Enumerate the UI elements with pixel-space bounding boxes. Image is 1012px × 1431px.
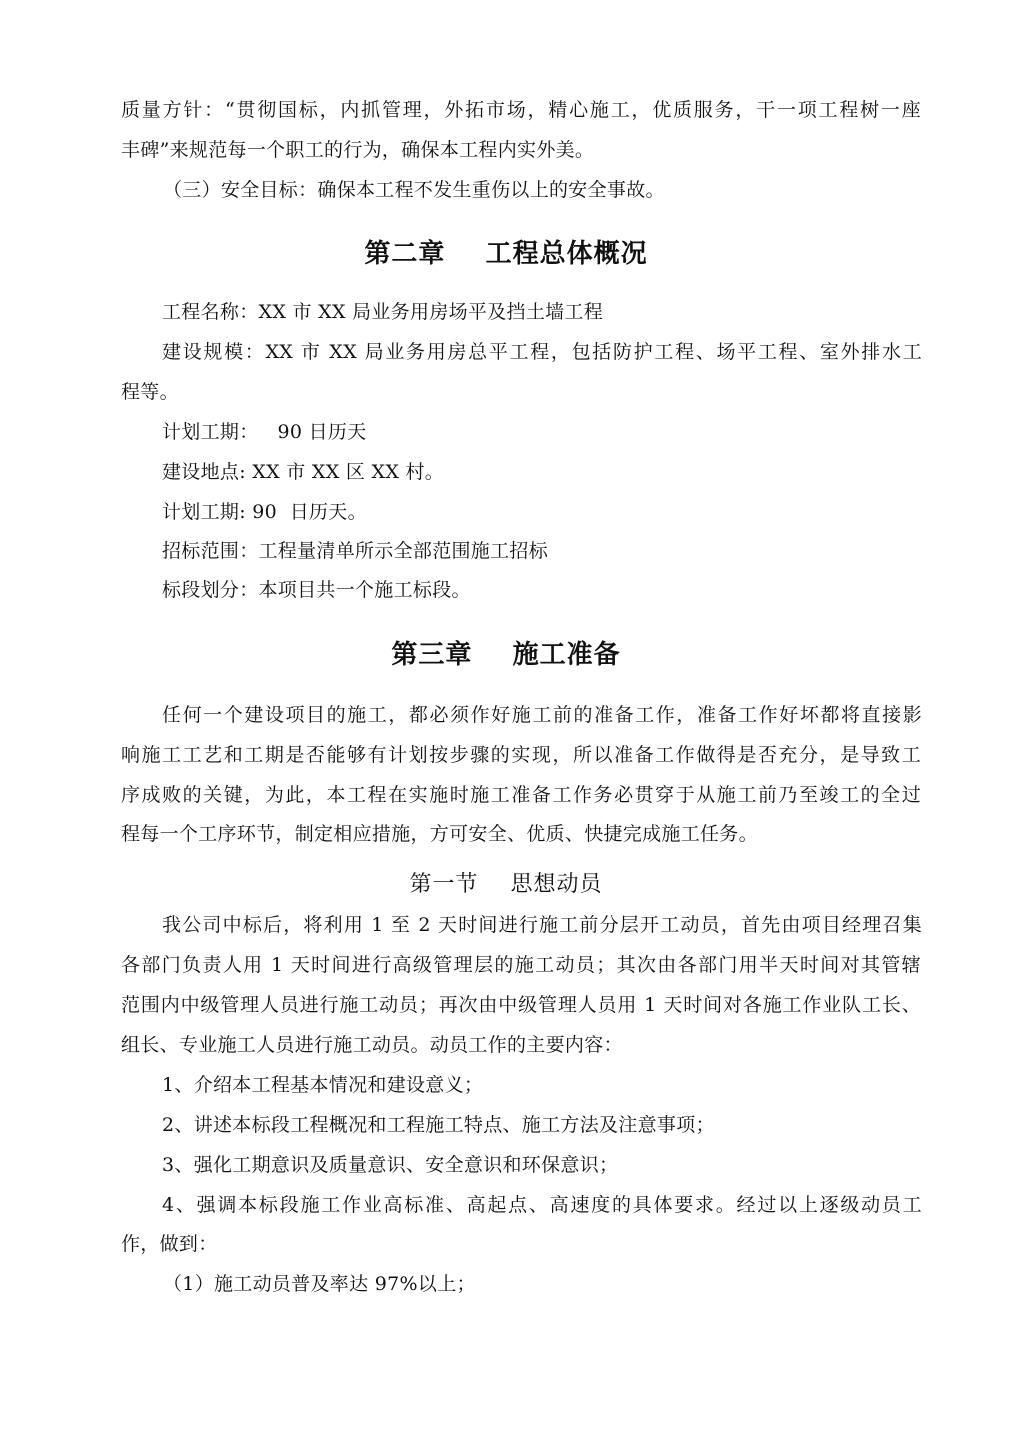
construction-scale-line-2: 程等。 <box>121 381 179 403</box>
chapter-3-title: 第三章 施工准备 <box>391 640 621 670</box>
chapter-3-paragraph-line: 程每一个工序环节，制定相应措施，方可安全、优质、快捷完成施工任务。 <box>121 823 758 845</box>
construction-location: 建设地点: XX 市 XX 区 XX 村。 <box>162 461 445 483</box>
mobilization-item-4-line-1: 4、强调本标段施工作业高标准、高起点、高速度的具体要求。经过以上逐级动员工 <box>162 1194 922 1216</box>
planned-period-1: 计划工期： 90 日历天 <box>162 421 367 443</box>
project-name: 工程名称：XX 市 XX 局业务用房场平及挡土墙工程 <box>162 301 604 323</box>
chapter-3-paragraph-line: 任何一个建设项目的施工，都必须作好施工前的准备工作，准备工作好坏都将直接影 <box>162 704 922 726</box>
mobilization-item-3: 3、强化工期意识及质量意识、安全意识和环保意识； <box>162 1154 619 1176</box>
section-1-paragraph-line: 范围内中级管理人员进行施工动员；再次由中级管理人员用 1 天时间对各施工作业队工长、 <box>121 994 921 1016</box>
section-1-paragraph-line: 组长、专业施工人员进行施工动员。动员工作的主要内容： <box>121 1034 623 1056</box>
section-1-title: 第一节 思想动员 <box>409 872 603 897</box>
construction-scale-line-1: 建设规模：XX 市 XX 局业务用房总平工程，包括防护工程、场平工程、室外排水工 <box>162 341 922 363</box>
mobilization-item-1: 1、介绍本工程基本情况和建设意义； <box>162 1074 484 1096</box>
mobilization-item-2: 2、讲述本标段工程概况和工程施工特点、施工方法及注意事项； <box>162 1114 715 1136</box>
quality-policy-line-2: 丰碑”来规范每一个职工的行为，确保本工程内实外美。 <box>121 139 595 161</box>
chapter-3-paragraph-line: 响施工工艺和工期是否能够有计划按步骤的实现，所以准备工作做得是否充分，是导致工 <box>121 744 921 766</box>
quality-policy-line-1: 质量方针：“贯彻国标，内抓管理，外拓市场，精心施工，优质服务，干一项工程树一座 <box>121 99 921 121</box>
section-1-paragraph-line: 我公司中标后，将利用 1 至 2 天时间进行施工前分层开工动员，首先由项目经理召集 <box>162 914 922 936</box>
mobilization-sub-item-1: （1）施工动员普及率达 97%以上； <box>163 1273 476 1295</box>
chapter-3-paragraph-line: 序成败的关键，为此，本工程在实施时施工准备工作务必贯穿于从施工前乃至竣工的全过 <box>121 784 921 806</box>
chapter-2-title: 第二章 工程总体概况 <box>364 239 648 269</box>
mobilization-item-4-line-2: 作，做到： <box>121 1233 218 1255</box>
tender-scope: 招标范围：工程量清单所示全部范围施工招标 <box>162 540 549 562</box>
section-1-paragraph-line: 各部门负责人用 1 天时间进行高级管理层的施工动员；其次由各部门用半天时间对其管辖 <box>121 954 921 976</box>
safety-goal: （三）安全目标：确保本工程不发生重伤以上的安全事故。 <box>163 179 665 201</box>
planned-period-2: 计划工期: 90 日历天。 <box>162 501 367 523</box>
section-division: 标段划分：本项目共一个施工标段。 <box>162 579 471 601</box>
